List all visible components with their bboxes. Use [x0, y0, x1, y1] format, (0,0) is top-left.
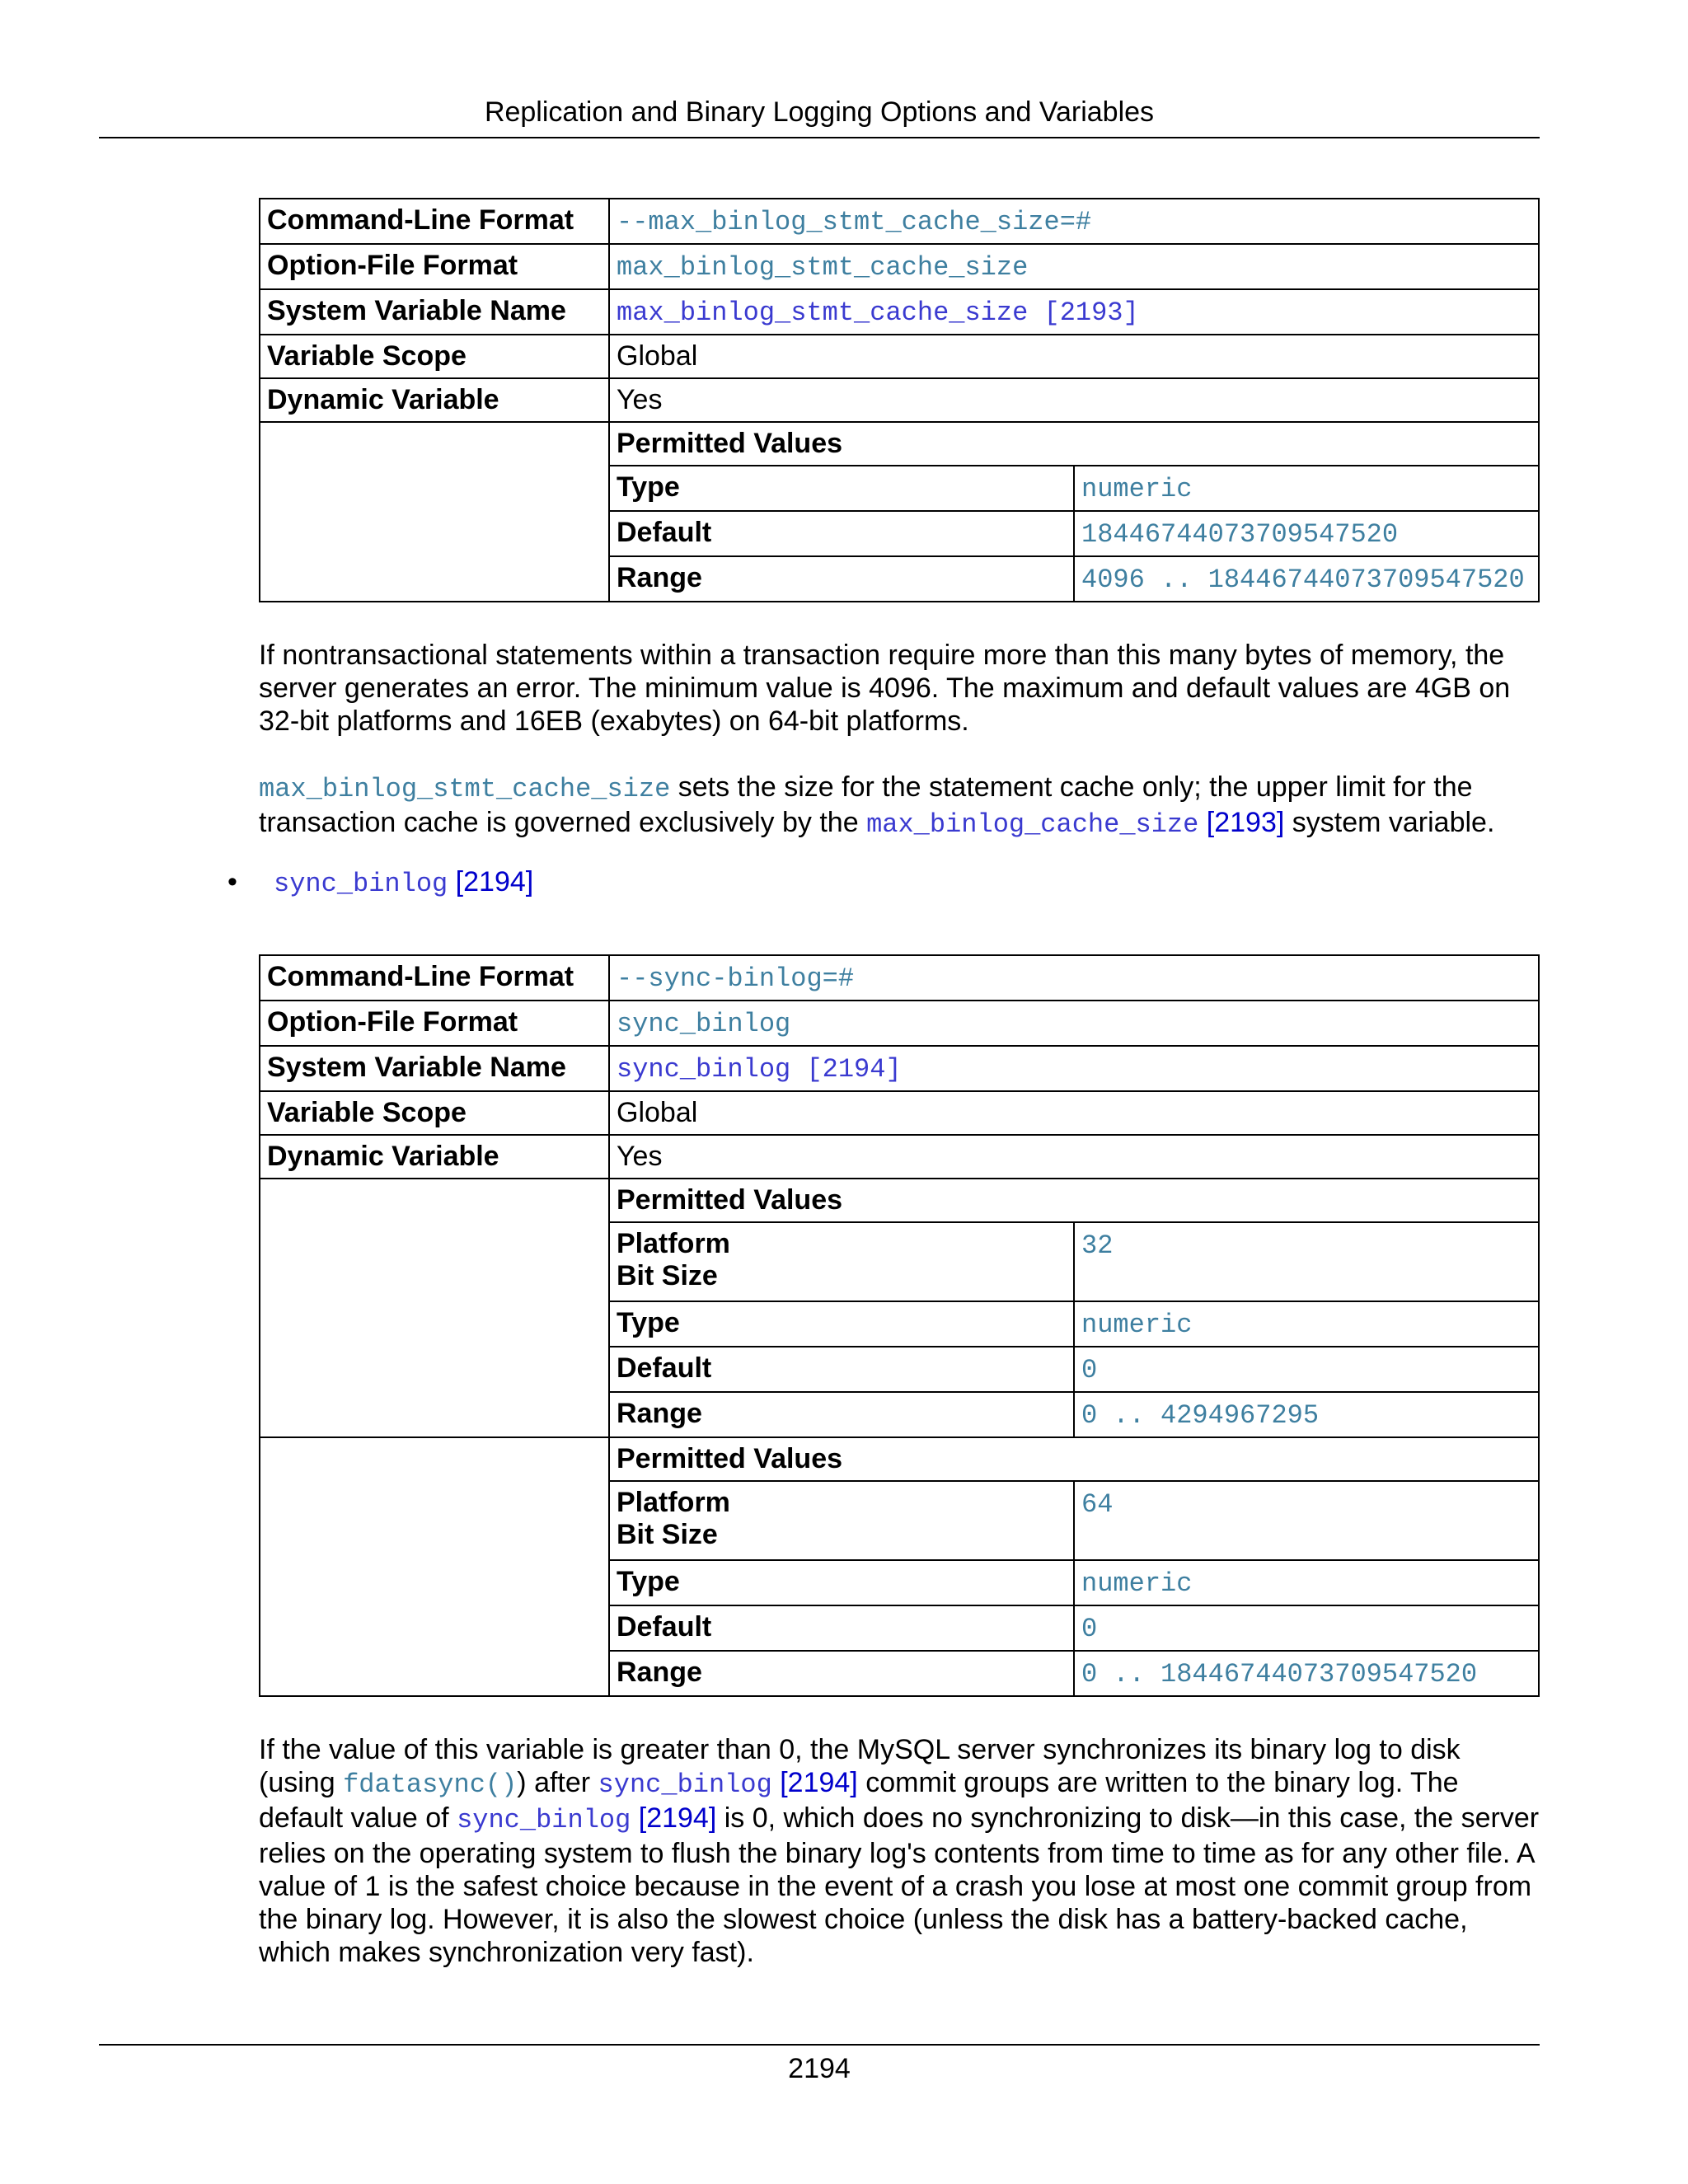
system-variable-name-link[interactable]: sync_binlog [2194] — [617, 1054, 902, 1085]
paragraph-sync-binlog-text-3: commit groups are written to the binary log. The default value of — [259, 1767, 1459, 1834]
default-label: Default — [610, 1347, 1074, 1392]
permitted-values-heading: Permitted Values — [610, 423, 1538, 466]
link-sync-binlog[interactable]: sync_binlog — [274, 869, 448, 899]
default-label: Default — [610, 511, 1074, 556]
paragraph-sync-binlog-text-1: If the value of this variable is greater than 0, the MySQL server synchronizes its binary log to disk (using — [259, 1734, 1461, 1798]
permitted-values-spacer-64 — [260, 1437, 609, 1696]
command-line-format-label: Command-Line Format — [260, 955, 609, 1001]
variable-scope-label: Variable Scope — [260, 335, 609, 378]
command-line-format-label: Command-Line Format — [260, 199, 609, 244]
default-value: 0 — [1081, 1355, 1098, 1385]
platform-label: Platform — [617, 1487, 730, 1518]
page-header-title: Replication and Binary Logging Options and Variables — [484, 96, 1155, 128]
range-value: 4096 .. 18446744073709547520 — [1081, 565, 1525, 595]
variable-scope-label: Variable Scope — [260, 1091, 609, 1135]
dynamic-variable-label: Dynamic Variable — [260, 1135, 609, 1179]
command-line-format-value: --sync-binlog=# — [617, 963, 855, 994]
dynamic-variable-value: Yes — [609, 1135, 1539, 1179]
range-label: Range — [610, 556, 1074, 601]
default-value: 18446744073709547520 — [1081, 519, 1399, 550]
default-value: 0 — [1081, 1614, 1098, 1644]
paragraph-statement-cache — [259, 771, 1540, 841]
platform-bit-size-value: 32 — [1081, 1230, 1114, 1261]
code-max-binlog-stmt-cache-size: max_binlog_stmt_cache_size — [259, 774, 671, 804]
paragraph-statement-cache-tail: system variable. — [1284, 807, 1495, 838]
permitted-values-heading: Permitted Values — [610, 1438, 1538, 1481]
bit-size-label: Bit Size — [617, 1260, 718, 1291]
footer-divider — [99, 2044, 1540, 2046]
option-file-format-label: Option-File Format — [260, 1001, 609, 1046]
link-sync-binlog-inline-1[interactable]: sync_binlog — [598, 1769, 772, 1800]
type-value: numeric — [1081, 474, 1193, 504]
option-table-max-binlog-stmt-cache-size — [259, 198, 1540, 602]
option-table-sync-binlog — [259, 954, 1540, 1697]
range-label: Range — [610, 1392, 1074, 1436]
paragraph-sync-binlog — [259, 1733, 1540, 1969]
paragraph-statement-cache-text: sets the size for the statement cache only; the upper limit for the transaction cache is governed exclusively by the — [259, 771, 1473, 838]
range-label: Range — [610, 1651, 1074, 1695]
platform-bit-size-label — [610, 1481, 1074, 1560]
dynamic-variable-value: Yes — [609, 378, 1539, 422]
variable-scope-value: Global — [609, 1091, 1539, 1135]
paragraph-sync-binlog-text-2: ) after — [517, 1767, 598, 1798]
page-number: 2194 — [788, 2053, 851, 2084]
header-divider — [99, 137, 1540, 138]
permitted-values-heading: Permitted Values — [610, 1179, 1538, 1222]
type-value: numeric — [1081, 1310, 1193, 1340]
option-file-format-value: sync_binlog — [617, 1009, 791, 1039]
range-value: 0 .. 18446744073709547520 — [1081, 1659, 1478, 1690]
system-variable-name-link[interactable]: max_binlog_stmt_cache_size [2193] — [617, 298, 1139, 328]
link-sync-binlog-inline-2[interactable]: sync_binlog — [457, 1805, 631, 1835]
link-sync-binlog-ref[interactable]: [2194] — [448, 866, 534, 898]
permitted-values-table-64bit — [610, 1438, 1538, 1695]
type-label: Type — [610, 1301, 1074, 1347]
platform-bit-size-label — [610, 1222, 1074, 1301]
permitted-values-spacer — [260, 422, 609, 602]
link-max-binlog-cache-size-ref[interactable]: [2193] — [1198, 807, 1285, 838]
option-file-format-label: Option-File Format — [260, 244, 609, 289]
type-value: numeric — [1081, 1568, 1193, 1599]
option-file-format-value: max_binlog_stmt_cache_size — [617, 252, 1029, 283]
bullet-icon: • — [227, 866, 237, 898]
bit-size-label: Bit Size — [617, 1519, 718, 1550]
paragraph-memory-limit-text: If nontransactional statements within a transaction require more than this many bytes of memory, the server generates an error. The minimum value is 4096. The maximum and default values are 4GB on 32-bit platforms and 16EB (exabytes) on 64-bit platforms. — [259, 640, 1511, 737]
permitted-values-table-32bit — [610, 1179, 1538, 1436]
code-fdatasync: fdatasync() — [343, 1769, 518, 1800]
type-label: Type — [610, 466, 1074, 511]
system-variable-name-label: System Variable Name — [260, 1046, 609, 1091]
paragraph-memory-limit — [259, 639, 1540, 738]
permitted-values-table — [610, 423, 1538, 601]
platform-bit-size-value: 64 — [1081, 1489, 1114, 1520]
type-label: Type — [610, 1560, 1074, 1605]
command-line-format-value: --max_binlog_stmt_cache_size=# — [617, 207, 1092, 237]
platform-label: Platform — [617, 1228, 730, 1259]
bullet-sync-binlog — [227, 865, 533, 901]
range-value: 0 .. 4294967295 — [1081, 1400, 1320, 1431]
default-label: Default — [610, 1605, 1074, 1651]
system-variable-name-label: System Variable Name — [260, 289, 609, 335]
link-sync-binlog-ref-1[interactable]: [2194] — [771, 1767, 858, 1798]
permitted-values-spacer-32 — [260, 1179, 609, 1437]
variable-scope-value: Global — [609, 335, 1539, 378]
link-max-binlog-cache-size[interactable]: max_binlog_cache_size — [866, 809, 1199, 840]
dynamic-variable-label: Dynamic Variable — [260, 378, 609, 422]
paragraph-sync-binlog-text-4: is 0, which does no synchronizing to disk—in this case, the server relies on the operating system to flush the binary log's contents from time to time as for any other file. A value of 1 is the safest choice because in the event of a crash you lose at most one commit group from the binary log. However, it is also the slowest choice (unless the disk has a battery-backed cache, which makes synchronization very fast). — [259, 1802, 1540, 1968]
link-sync-binlog-ref-2[interactable]: [2194] — [631, 1802, 717, 1834]
